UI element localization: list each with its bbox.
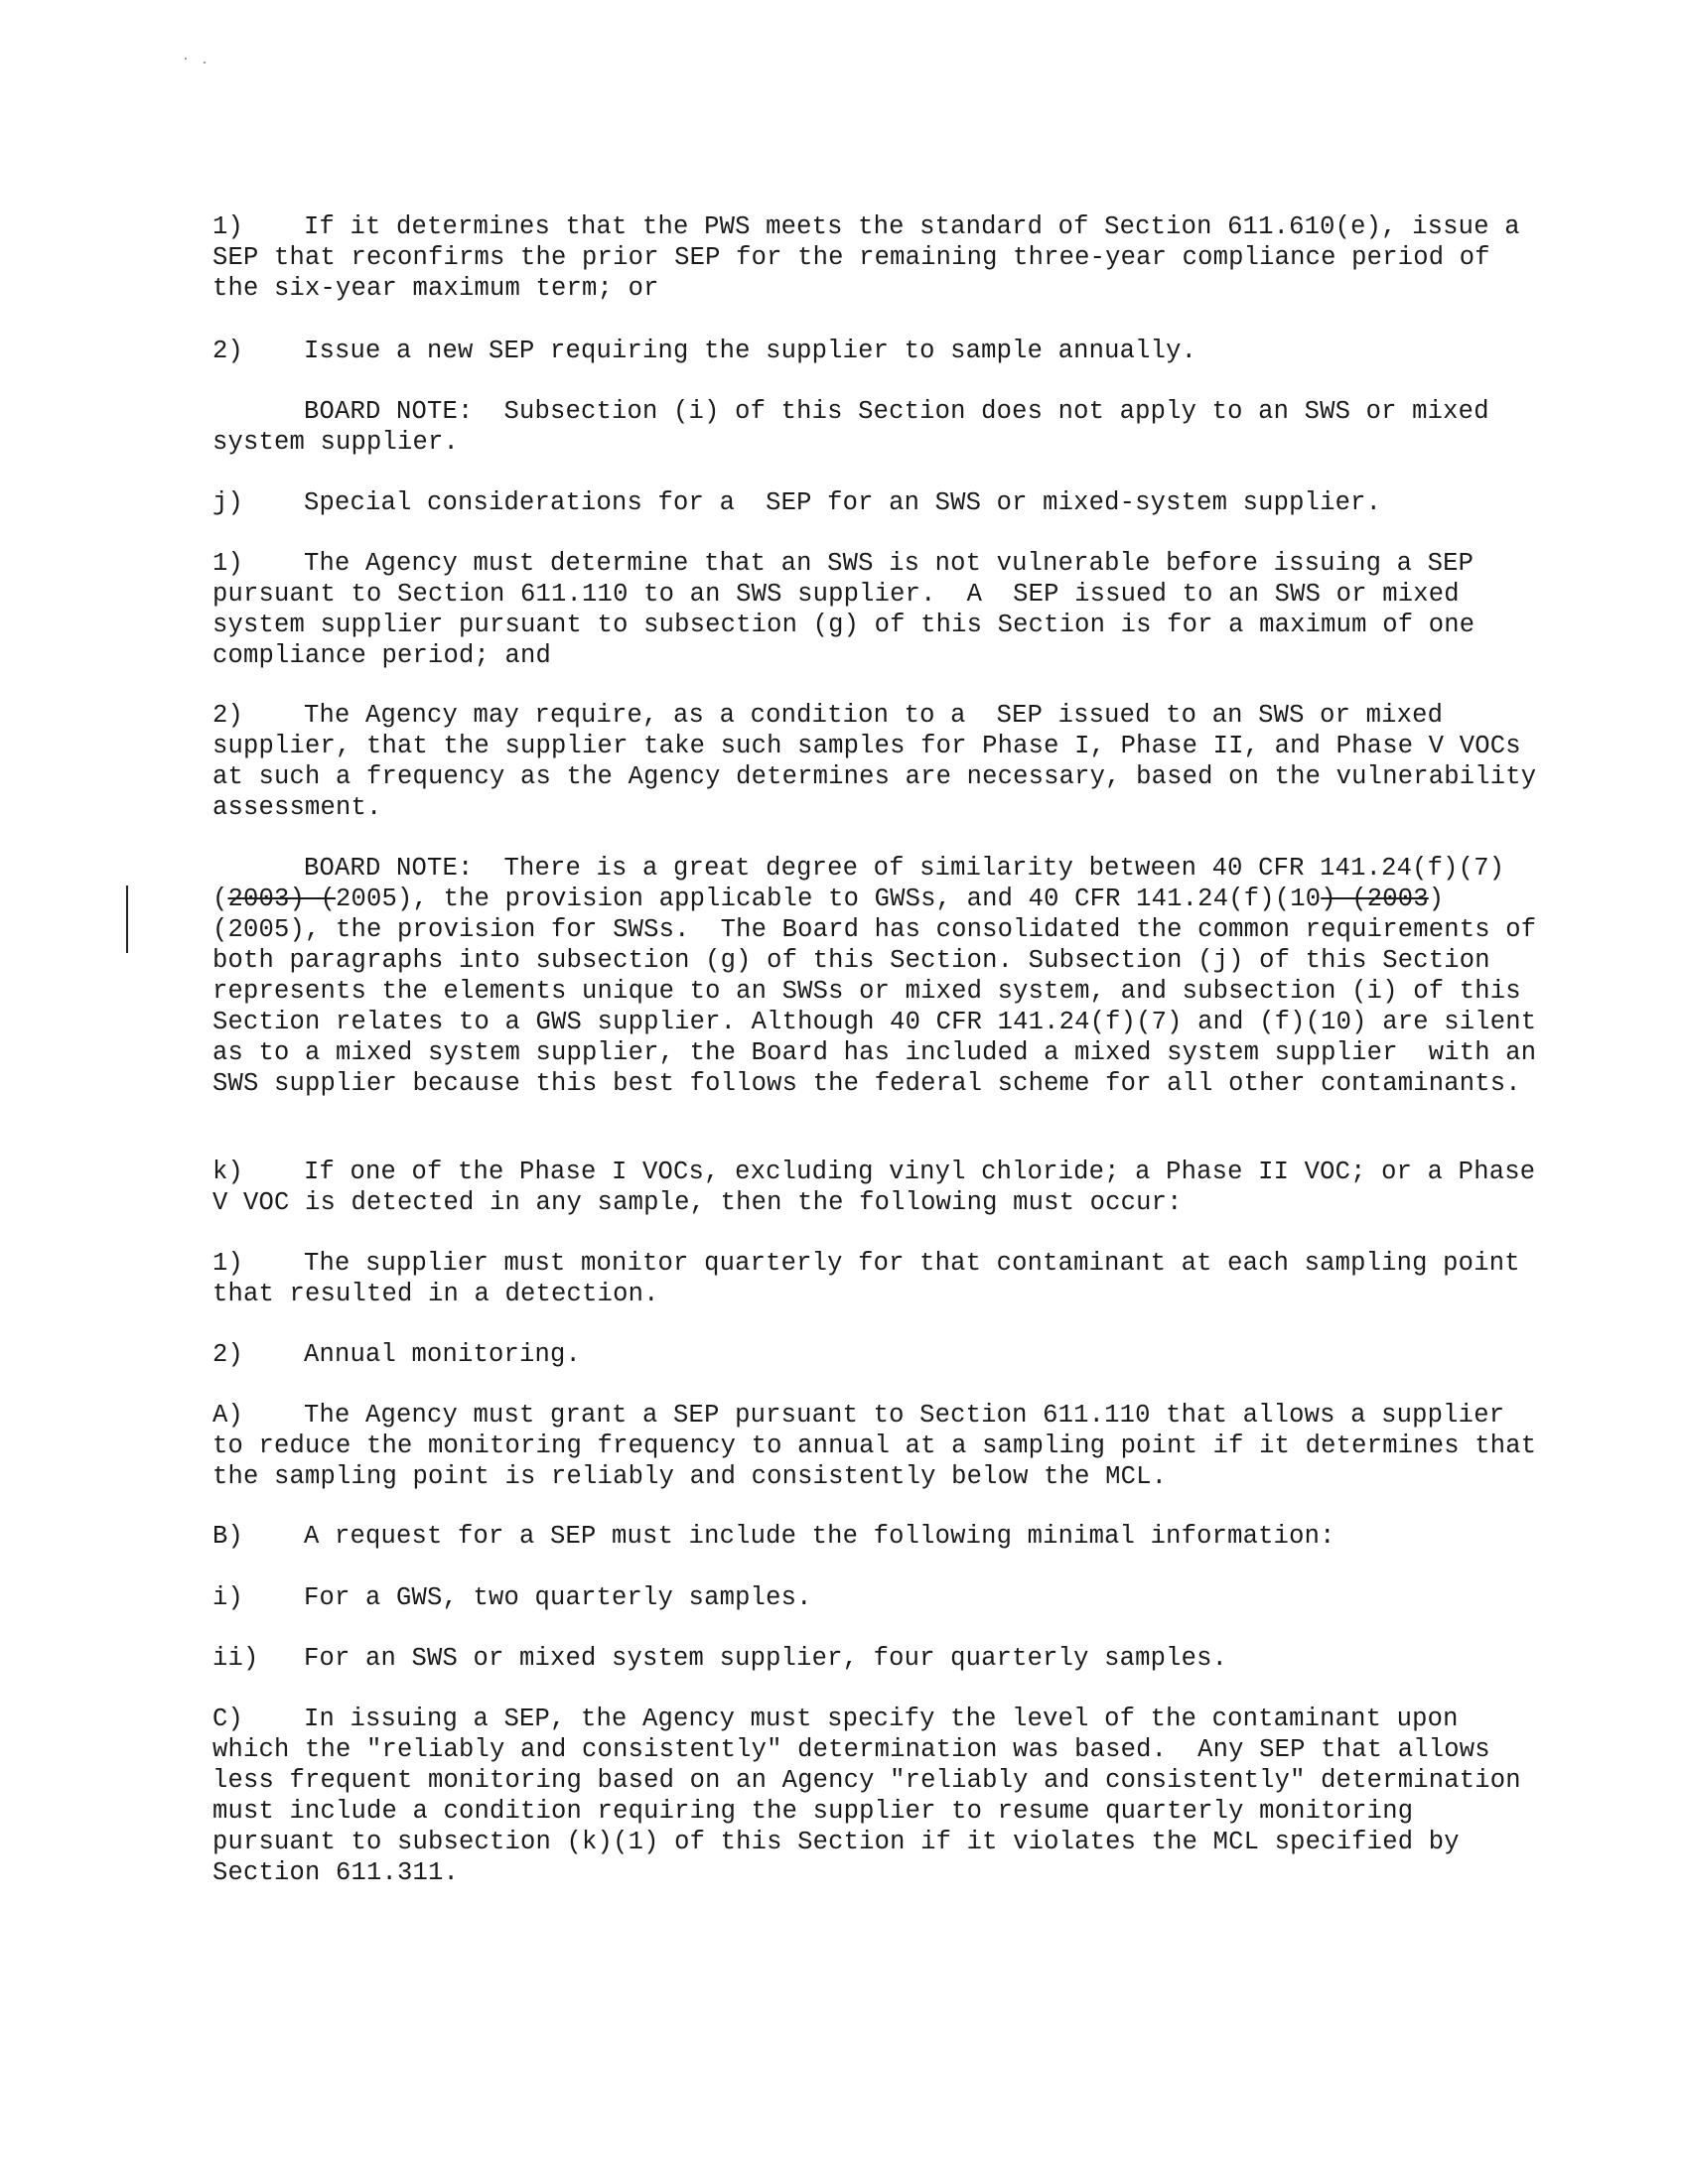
paragraph-number: B)	[212, 1522, 244, 1551]
paragraph-k-2-B-i	[212, 1582, 1543, 1613]
paragraph-text: For a GWS, two quarterly samples.	[304, 1583, 812, 1612]
paragraph-number: j)	[212, 488, 244, 517]
scan-speck	[185, 58, 187, 60]
paragraph-k-2	[212, 1339, 1543, 1370]
paragraph-k-2-B	[212, 1521, 1543, 1552]
note-text: BOARD NOTE: There is a great degree of similarity between 40 CFR 141.24(f)(7) (	[212, 854, 1520, 913]
paragraph-number: A)	[212, 1401, 244, 1430]
paragraph-number: 1)	[212, 549, 244, 578]
paragraph-number: 2)	[212, 337, 244, 365]
paragraph-text: The Agency must grant a SEP pursuant to Section 611.110 that allows a supplier to reduce the monitoring frequency to annual at a sampling point if it determines that the sampling point is reliably and consistently below the MCL.	[212, 1401, 1552, 1491]
paragraph-number: 2)	[212, 1340, 244, 1369]
note-text: 2005), the provision applicable to GWSs, and 40 CFR 141.24(f)(10	[336, 885, 1322, 913]
paragraph-text: Issue a new SEP requiring the supplier to sample annually.	[304, 337, 1197, 365]
deleted-text: 2003) (	[227, 885, 337, 913]
paragraph-j-2	[212, 700, 1552, 823]
board-note-2	[212, 853, 1552, 1099]
paragraph-text: A request for a SEP must include the following minimal information:	[304, 1522, 1335, 1551]
paragraph-text: If one of the Phase I VOCs, excluding vinyl chloride; a Phase II VOC; or a Phase V VOC is detected in any sample, then the following must occur:	[212, 1158, 1551, 1217]
paragraph-number: 1)	[212, 212, 244, 241]
paragraph-number: k)	[212, 1158, 244, 1186]
paragraph-text: Special considerations for a SEP for an SWS or mixed-system supplier.	[304, 488, 1382, 517]
paragraph-text: The Agency must determine that an SWS is not vulnerable before issuing a SEP pursuant to Section 611.110 to an SWS supplier. A SEP issued to an SWS or mixed system supplier pursuant to subsection (g) of this Section is for a maximum of one compliance period; and	[212, 549, 1490, 670]
paragraph-number: i)	[212, 1583, 244, 1612]
paragraph-number: ii)	[212, 1644, 259, 1673]
paragraph-i-2	[212, 336, 1543, 366]
paragraph-k-2-C	[212, 1704, 1543, 1888]
note-text: ) (2005), the provision for SWSs. The Board has consolidated the common requirements of both paragraphs into subsection (g) of this Section. Subsection (j) of this Section represents the elements unique to an SWSs or mixed system, and subsection (i) of this Section relates to a GWS supplier. Although 40 CFR 141.24(f)(7) and (f)(10) are silent as to a mixed system supplier, the Board has included a mixed system supplier with an SWS supplier because this best follows the federal scheme for all other contaminants.	[212, 885, 1552, 1098]
subsection-k	[212, 1157, 1551, 1218]
paragraph-i-1	[212, 211, 1551, 304]
subsection-j	[212, 487, 1543, 518]
paragraph-text: If it determines that the PWS meets the standard of Section 611.610(e), issue a SEP that reconfirms the prior SEP for the remaining three-year compliance period of the six-year maximum term; or	[212, 212, 1551, 303]
paragraph-k-1	[212, 1248, 1543, 1309]
paragraph-number: C)	[212, 1705, 244, 1733]
paragraph-text: The Agency may require, as a condition to a SEP issued to an SWS or mixed supplier, that the supplier take such samples for Phase I, Phase II, and Phase V VOCs at such a frequency as the Agency determines are necessary, based on the vulnerability assessment.	[212, 701, 1552, 822]
paragraph-number: 1)	[212, 1249, 244, 1278]
revision-change-bar	[126, 886, 128, 953]
scan-speck	[204, 62, 206, 64]
deleted-text: ) (2003	[1321, 885, 1429, 913]
paragraph-number: 2)	[212, 701, 244, 730]
paragraph-k-2-B-ii	[212, 1643, 1543, 1674]
paragraph-text: The supplier must monitor quarterly for that contaminant at each sampling point that resulted in a detection.	[212, 1249, 1536, 1308]
board-note-1: BOARD NOTE: Subsection (i) of this Section does not apply to an SWS or mixed system supplier.	[212, 397, 1505, 457]
paragraph-text: In issuing a SEP, the Agency must specify the level of the contaminant upon which the "reliably and consistently" determination was based. Any SEP that allows less frequent monitoring based on an Agency "reliably and consistently" determination must include a condition requiring the supplier to resume quarterly monitoring pursuant to subsection (k)(1) of this Section if it violates the MCL specified by Section 611.311.	[212, 1705, 1537, 1887]
paragraph-text: Annual monitoring.	[304, 1340, 582, 1369]
paragraph-text: For an SWS or mixed system supplier, four quarterly samples.	[304, 1644, 1228, 1673]
paragraph-j-1	[212, 548, 1543, 671]
paragraph-k-2-A	[212, 1400, 1552, 1492]
